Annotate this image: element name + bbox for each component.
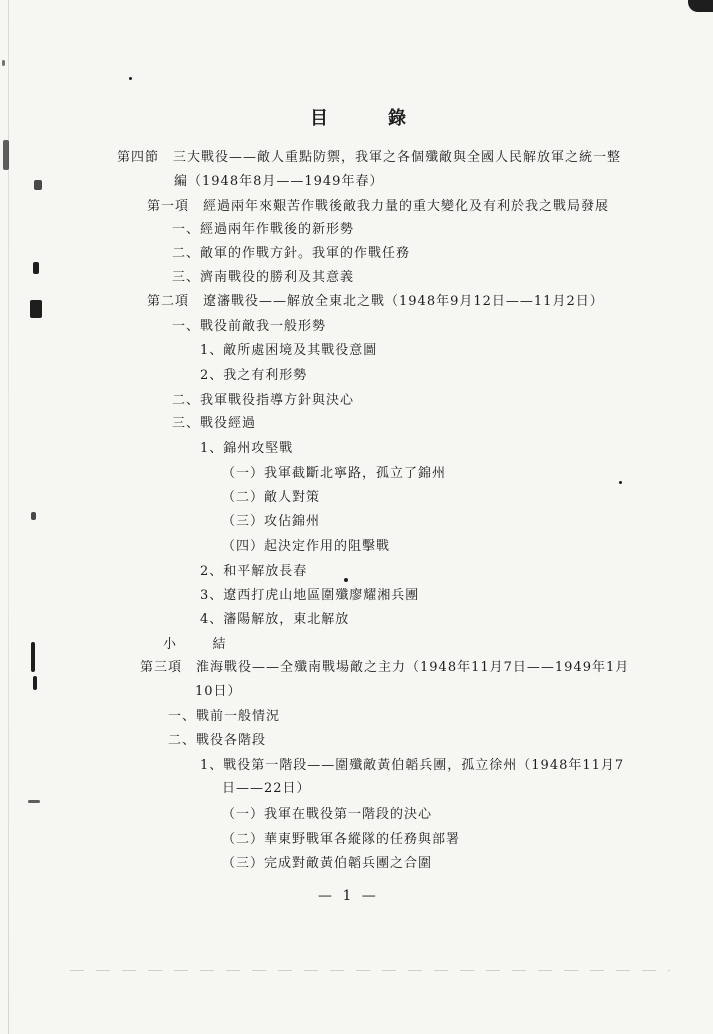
toc-item: 二、戰役各階段 bbox=[168, 733, 267, 748]
toc-subsection: 第一項 經過兩年來艱苦作戰後敵我力量的重大變化及有利於我之戰局發展 bbox=[147, 199, 610, 214]
toc-subitem: 1、戰役第一階段——圍殲敵黃伯韜兵團，孤立徐州（1948年11月7 bbox=[200, 758, 625, 773]
toc-subsection: 第二項 遼瀋戰役——解放全東北之戰（1948年9月12日——11月2日） bbox=[147, 294, 604, 309]
toc-item: 三、濟南戰役的勝利及其意義 bbox=[172, 270, 355, 285]
toc-item: 二、敵軍的作戰方針。我軍的作戰任務 bbox=[172, 246, 411, 261]
scan-artifact bbox=[129, 77, 132, 80]
scan-artifact bbox=[3, 140, 9, 170]
scan-artifact bbox=[31, 512, 36, 520]
toc-subsection: 第三項 淮海戰役——全殲南戰場敵之主力（1948年11月7日——1949年1月 bbox=[140, 660, 630, 675]
toc-subitem: 1、錦州攻堅戰 bbox=[200, 441, 294, 456]
toc-section-continued: 編（1948年8月——1949年春） bbox=[174, 174, 384, 189]
scan-artifact bbox=[33, 676, 37, 690]
toc-item: 一、戰役前敵我一般形勢 bbox=[172, 319, 327, 334]
scan-artifact bbox=[70, 970, 670, 971]
toc-point: （一）我軍在戰役第一階段的決心 bbox=[222, 807, 433, 822]
toc-subitem: 2、我之有利形勢 bbox=[200, 368, 308, 383]
toc-section: 第四節 三大戰役——敵人重點防禦，我軍之各個殲敵與全國人民解放軍之統一整 bbox=[117, 150, 622, 165]
toc-subsection-continued: 10日） bbox=[195, 684, 242, 699]
scan-artifact bbox=[2, 60, 5, 66]
toc-point: （二）華東野戰軍各縱隊的任務與部署 bbox=[222, 832, 461, 847]
page-title: 目 錄 bbox=[310, 108, 414, 129]
scan-artifact bbox=[28, 800, 40, 803]
scan-artifact bbox=[688, 0, 713, 12]
toc-subitem: 3、遼西打虎山地區圍殲廖耀湘兵團 bbox=[200, 588, 420, 603]
toc-point: （三）完成對敵黃伯韜兵團之合圍 bbox=[222, 856, 433, 871]
scan-artifact bbox=[34, 180, 42, 190]
toc-item: 一、經過兩年作戰後的新形勢 bbox=[172, 222, 355, 237]
toc-point: （三）攻佔錦州 bbox=[222, 514, 321, 529]
toc-subitem: 4、瀋陽解放，東北解放 bbox=[200, 612, 350, 627]
toc-point: （二）敵人對策 bbox=[222, 490, 321, 505]
toc-summary: 小 結 bbox=[163, 637, 230, 652]
scan-artifact bbox=[344, 578, 348, 582]
toc-subitem-continued: 日——22日） bbox=[222, 781, 311, 796]
toc-item: 一、戰前一般情況 bbox=[168, 709, 281, 724]
toc-item: 三、戰役經過 bbox=[172, 416, 257, 431]
toc-subitem: 1、敵所處困境及其戰役意圖 bbox=[200, 343, 378, 358]
toc-item: 二、我軍戰役指導方針與決心 bbox=[172, 393, 355, 408]
toc-subitem: 2、和平解放長春 bbox=[200, 564, 308, 579]
scan-artifact bbox=[33, 262, 39, 274]
scan-artifact bbox=[31, 642, 35, 672]
page-number: — 1 — bbox=[318, 888, 379, 904]
scan-artifact bbox=[30, 300, 42, 318]
scan-artifact bbox=[619, 481, 622, 484]
toc-point: （四）起決定作用的阻擊戰 bbox=[222, 539, 391, 554]
toc-point: （一）我軍截斷北寧路，孤立了錦州 bbox=[222, 466, 447, 481]
